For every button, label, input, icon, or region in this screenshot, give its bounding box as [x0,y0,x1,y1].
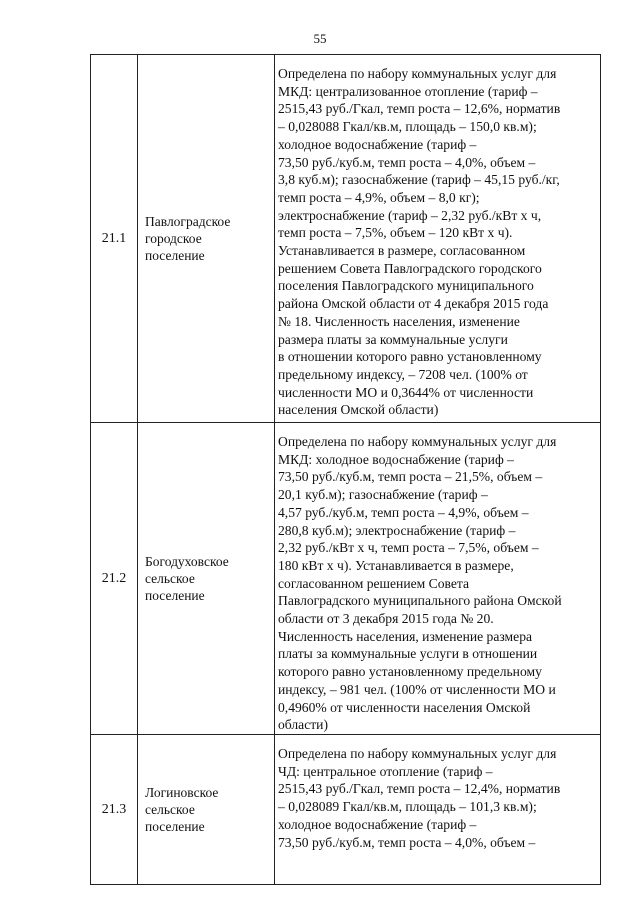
text-line: 0,4960% от численности населения Омской [278,699,531,715]
text-line: МКД: холодное водоснабжение (тариф – [278,451,514,467]
text-line: холодное водоснабжение (тариф – [278,816,477,832]
table-row [91,55,601,423]
settlement-name-line: Павлоградское [145,214,231,229]
text-line: 73,50 руб./куб.м, темп роста – 4,0%, объем – [278,834,536,850]
text-line: области от 3 декабря 2015 года № 20. [278,611,494,627]
text-line: темп роста – 7,5%, объем – 120 кВт х ч). [278,225,513,241]
tariff-table [90,54,601,885]
settlement-name-line: Богодуховское [145,554,229,569]
text-line: – 0,028089 Гкал/кв.м, площадь – 101,3 кв.м); [278,799,537,815]
tariff-description [275,423,601,735]
text-line: численности МО и 0,3644% от численности [278,384,534,400]
row-number: 21.2 [91,423,138,735]
text-line: Определена по набору коммунальных услуг для [278,66,557,81]
settlement-name-line: сельское [145,571,195,586]
text-line: предельному индексу, – 7208 чел. (100% от [278,366,528,382]
text-line: 73,50 руб./куб.м, темп роста – 21,5%, объем – [278,469,543,485]
text-line: решением Совета Павлоградского городского [278,260,542,276]
settlement-name-line: сельское [145,802,195,817]
text-line: 2515,43 руб./Гкал, темп роста – 12,4%, норматив [278,781,561,797]
text-line: Определена по набору коммунальных услуг для [278,746,557,761]
text-line: индексу, – 981 чел. (100% от численности МО и [278,681,556,697]
text-line: 180 кВт х ч). Устанавливается в размере, [278,557,514,573]
table-row [91,423,601,735]
text-line: размера платы за коммунальные услуги [278,331,508,347]
settlement-name-line: городское [145,231,202,246]
text-line: населения Омской области) [278,402,439,418]
settlement-name-line: Логиновское [145,785,219,800]
text-line: – 0,028088 Гкал/кв.м, площадь – 150,0 кв.м); [278,119,537,135]
text-line: № 18. Численность населения, изменение [278,313,520,329]
text-line: Устанавливается в размере, согласованном [278,243,526,259]
text-line: согласованном решением Совета [278,575,470,591]
table-row [91,735,601,885]
page-number: 55 [313,31,327,46]
text-line: Численность населения, изменение размера [278,628,533,644]
settlement-name-line: поселение [145,819,205,834]
text-line: 20,1 куб.м); газоснабжение (тариф – [278,487,488,503]
text-line: электроснабжение (тариф – 2,32 руб./кВт х ч, [278,207,542,223]
text-line: темп роста – 4,9%, объем – 8,0 кг); [278,189,480,205]
text-line: которого равно установленному предельному [278,664,542,680]
text-line: 280,8 куб.м); электроснабжение (тариф – [278,522,516,538]
settlement-name [138,423,275,735]
row-number: 21.1 [91,55,138,423]
settlement-name [138,55,275,423]
tariff-description [275,735,601,885]
text-line: 3,8 куб.м); газоснабжение (тариф – 45,15 руб./кг, [278,172,560,188]
text-line: 2,32 руб./кВт х ч, темп роста – 7,5%, объем – [278,540,539,556]
tariff-description [275,55,601,423]
settlement-name-line: поселение [145,248,205,263]
settlement-name-line: поселение [145,588,205,603]
text-line: холодное водоснабжение (тариф – [278,136,477,152]
text-line: МКД: централизованное отопление (тариф – [278,83,538,99]
text-line: платы за коммунальные услуги в отношении [278,646,538,662]
text-line: 73,50 руб./куб.м, темп роста – 4,0%, объем – [278,154,536,170]
text-line: 4,57 руб./куб.м, темп роста – 4,9%, объем – [278,504,529,520]
text-line: области) [278,717,328,733]
text-line: Определена по набору коммунальных услуг для [278,434,557,449]
text-line: поселения Павлоградского муниципального [278,278,534,294]
settlement-name [138,735,275,885]
text-line: в отношении которого равно установленному [278,349,542,365]
text-line: 2515,43 руб./Гкал, темп роста – 12,6%, норматив [278,101,561,117]
text-line: района Омской области от 4 декабря 2015 года [278,296,549,312]
text-line: Павлоградского муниципального района Омской [278,593,562,609]
row-number: 21.3 [91,735,138,885]
text-line: ЧД: центральное отопление (тариф – [278,763,493,779]
